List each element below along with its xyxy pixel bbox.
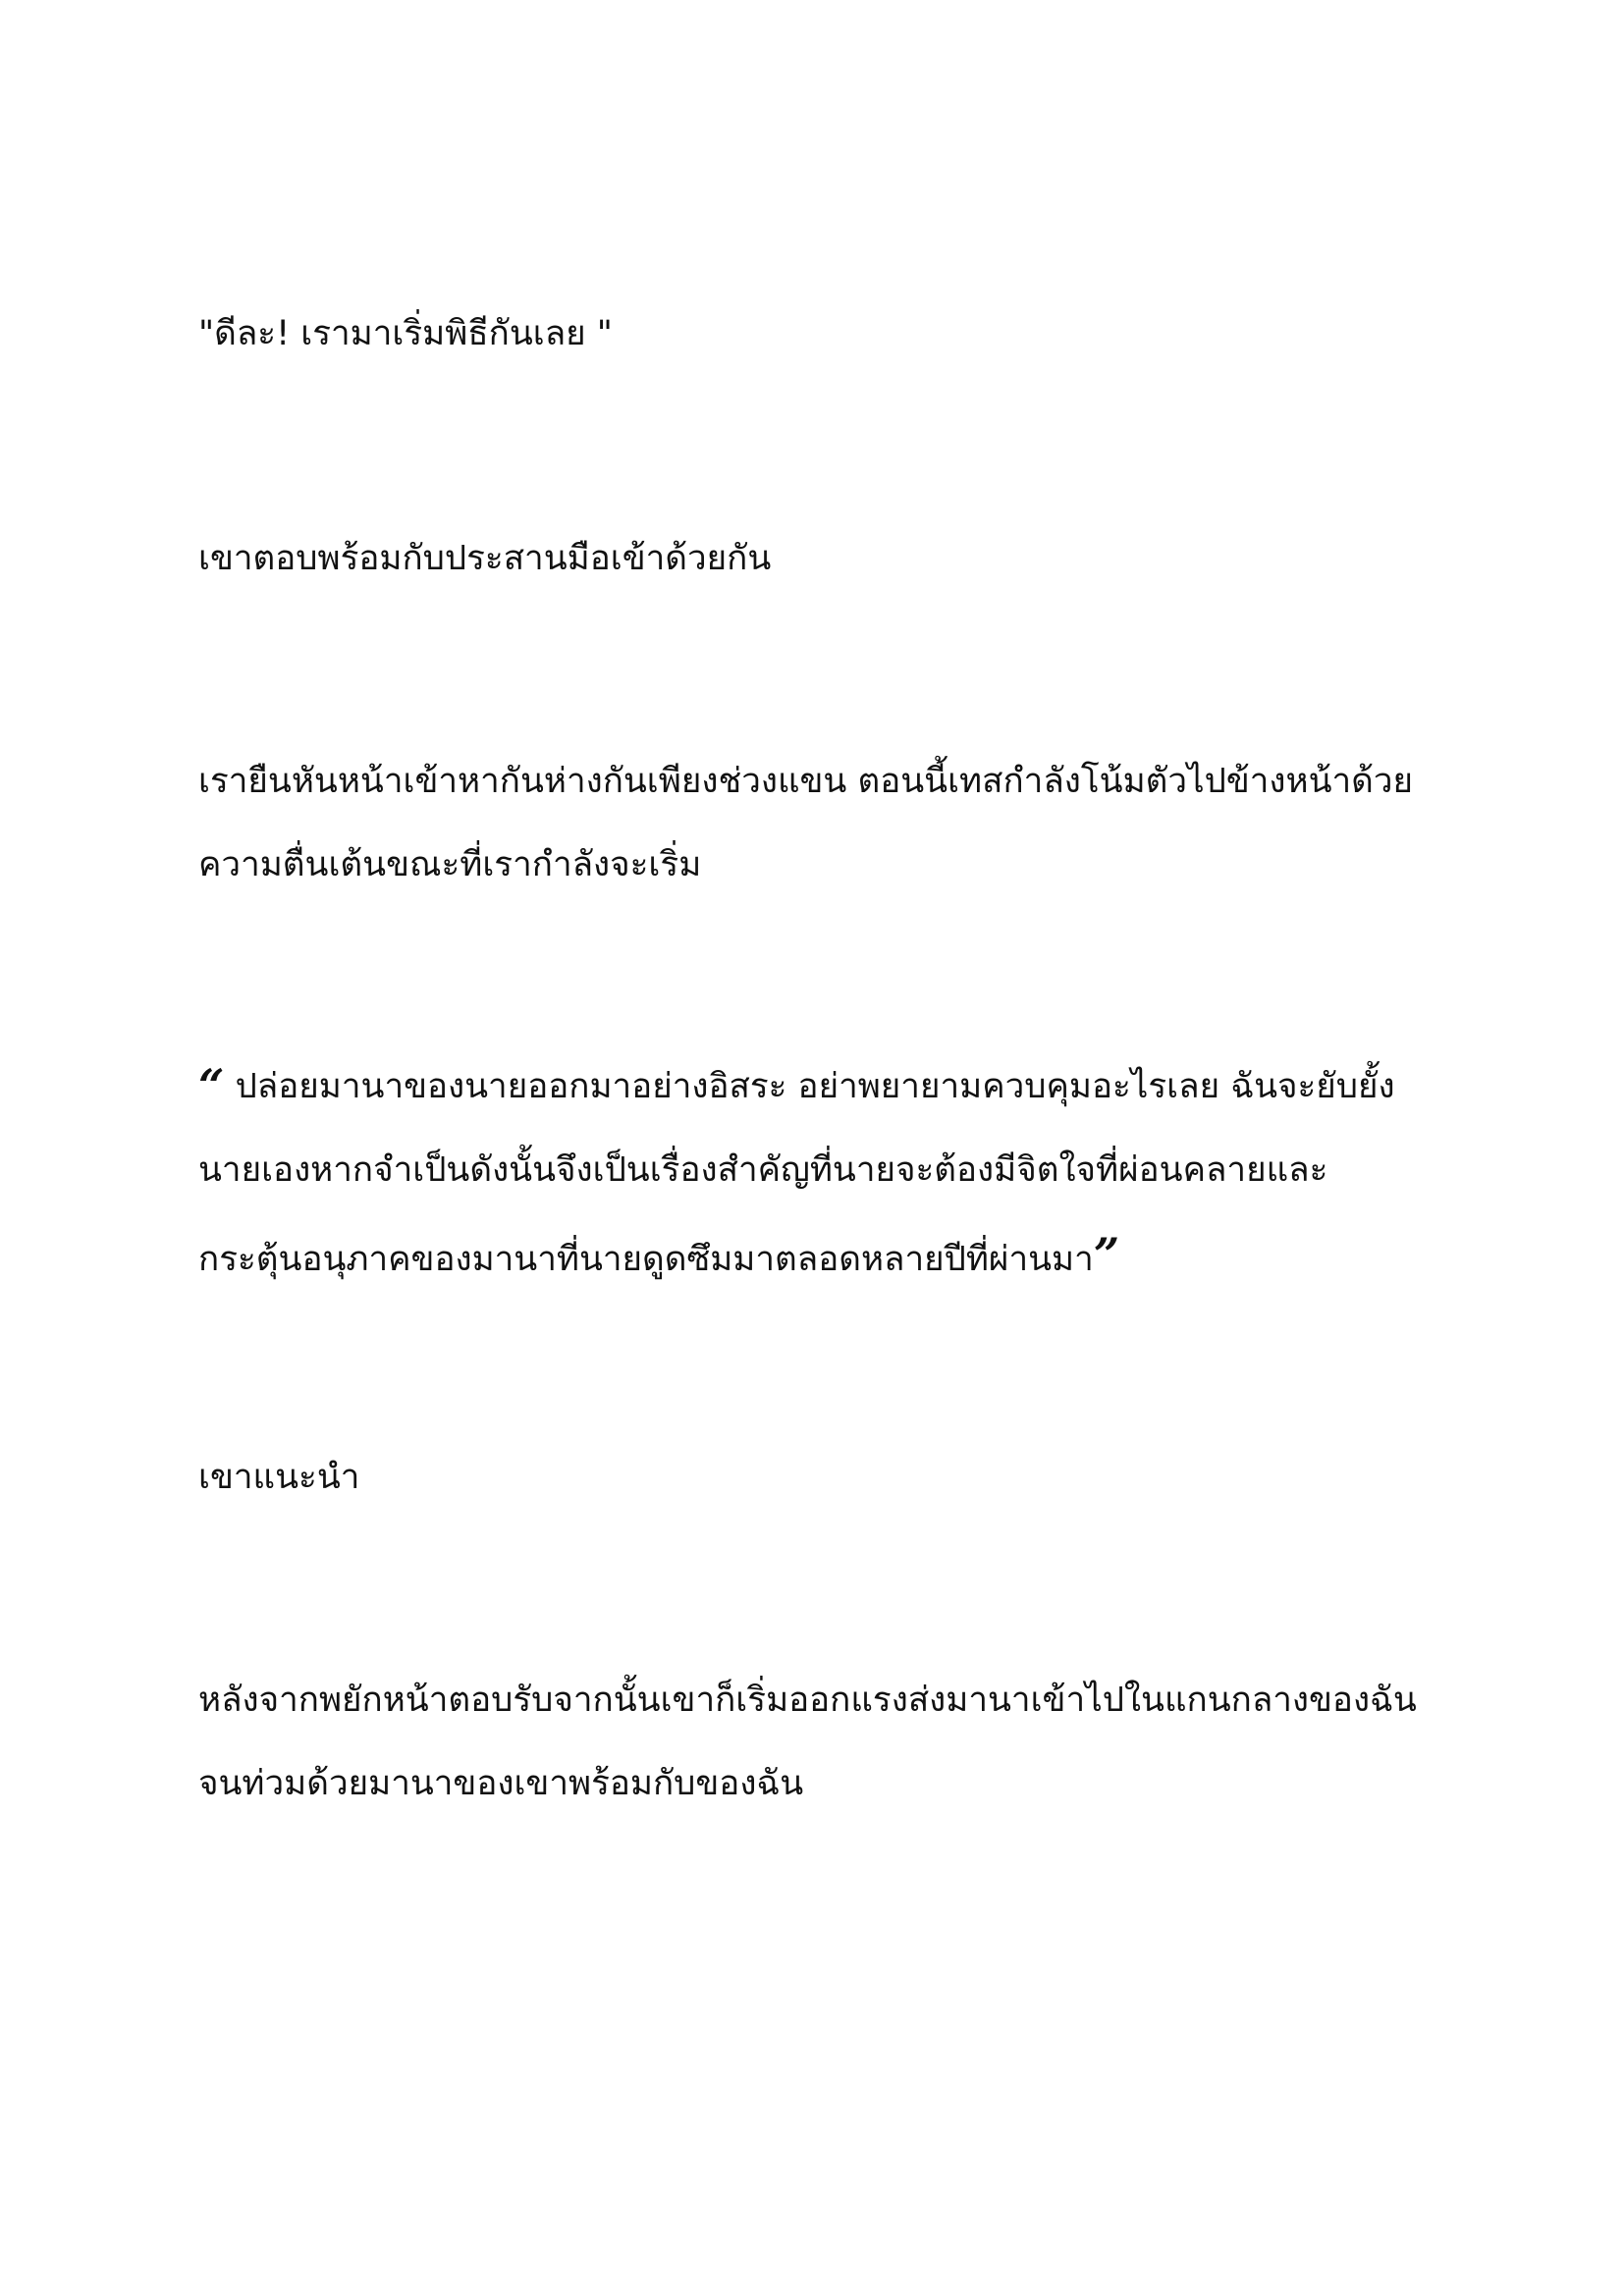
paragraph-3-line-2: ความตื่นเต้นขณะที่เรากำลังจะเริ่ม bbox=[198, 845, 702, 884]
quote-paragraph-line-3 bbox=[198, 1228, 1120, 1283]
quote-line-3-text: กระตุ้นอนุภาคของมานาที่นายดูดซึมมาตลอดหลายปีที่ผ่านมา bbox=[198, 1240, 1094, 1279]
paragraph-6-line-1: หลังจากพยักหน้าตอบรับจากนั้นเขาก็เริ่มออกแรงส่งมานาเข้าไปในแกนกลางของฉัน bbox=[198, 1681, 1417, 1720]
paragraph-6-line-2: จนท่วมด้วยมานาของเขาพร้อมกับของฉัน bbox=[198, 1764, 804, 1803]
open-quote-mark: “ bbox=[198, 1059, 225, 1112]
paragraph-5-line-1: เขาแนะนำ bbox=[198, 1458, 360, 1497]
quote-line-1-text: ปล่อยมานาของนายออกมาอย่างอิสระ อย่าพยายามควบคุมอะไรเลย ฉันจะยับยั้ง bbox=[224, 1067, 1395, 1106]
paragraph-1-line-1: "ดีละ! เรามาเริ่มพิธีกันเลย " bbox=[198, 314, 613, 353]
quote-paragraph-line-1 bbox=[198, 1059, 1395, 1112]
quote-paragraph-line-2: นายเองหากจำเป็นดังนั้นจึงเป็นเรื่องสำคัญที่นายจะต้องมีจิตใจที่ผ่อนคลายและ bbox=[198, 1150, 1328, 1190]
paragraph-3-line-1: เรายืนหันหน้าเข้าหากันห่างกันเพียงช่วงแขน ตอนนี้เทสกำลังโน้มตัวไปข้างหน้าด้วย bbox=[198, 762, 1414, 801]
close-quote-mark: ” bbox=[1093, 1228, 1120, 1281]
paragraph-2-line-1: เขาตอบพร้อมกับประสานมือเข้าด้วยกัน bbox=[198, 539, 772, 578]
